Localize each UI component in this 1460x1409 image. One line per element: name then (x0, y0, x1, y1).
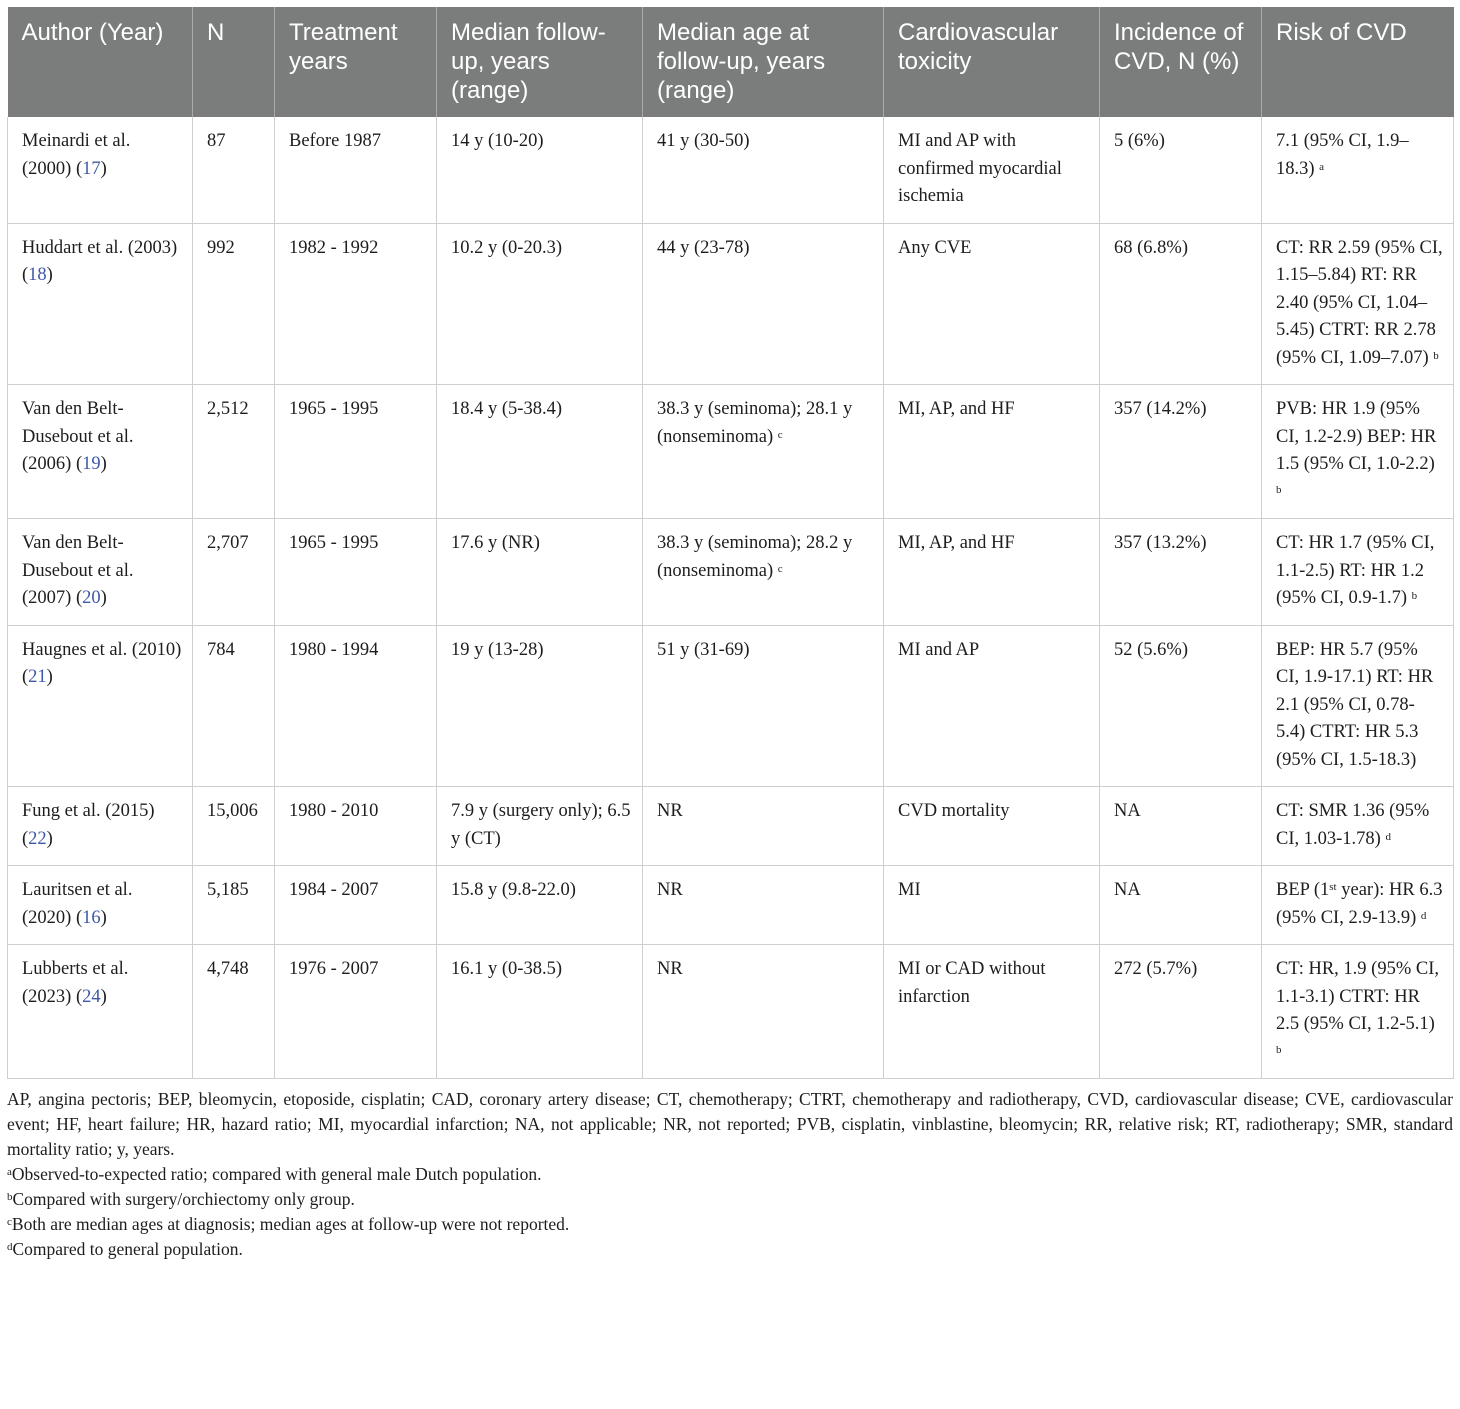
footnote-label: c (7, 1216, 12, 1228)
cell-author: Lauritsen et al. (2020) (16) (8, 866, 193, 945)
footnote-label: d (7, 1241, 13, 1253)
cell-author: Meinardi et al. (2000) (17) (8, 117, 193, 223)
table-figure (7, 7, 1453, 1262)
reference-link[interactable]: 19 (82, 454, 101, 474)
table-row (8, 519, 1454, 626)
cell-treatment-years: 1976 - 2007 (275, 945, 437, 1079)
cell-risk: BEP (1st year): HR 6.3 (95% CI, 2.9-13.9) $^d$ (1262, 866, 1454, 945)
cell-incidence: 357 (14.2%) (1100, 385, 1262, 519)
cell-n: 992 (193, 223, 275, 385)
reference-link[interactable]: 22 (28, 828, 47, 849)
cell-incidence: NA (1100, 787, 1262, 866)
cell-author: Van den Belt-Dusebout et al. (2006) (19) (8, 385, 193, 519)
cell-follow-up: 10.2 y (0-20.3) (437, 223, 643, 385)
table-notes (7, 1087, 1453, 1262)
cell-risk: 7.1 (95% CI, 1.9–18.3) $^a$ (1262, 117, 1454, 223)
footnote: $^b$Compared with surgery/orchiectomy only group. (7, 1189, 355, 1209)
footnote: $^d$Compared to general population. (7, 1239, 243, 1259)
table-row (8, 787, 1454, 866)
header-row (8, 7, 1454, 117)
footnote-marker: a (1319, 160, 1325, 173)
footnote-marker: b (1276, 1043, 1282, 1056)
cell-follow-up: 7.9 y (surgery only); 6.5 y (CT) (437, 787, 643, 866)
footnote-marker: b (1433, 349, 1439, 362)
cell-incidence: 272 (5.7%) (1100, 945, 1262, 1079)
cell-follow-up: 14 y (10-20) (437, 117, 643, 223)
header-median-age: Median age at follow-up, years (range) (643, 7, 884, 117)
cell-n: 5,185 (193, 866, 275, 945)
table-row (8, 223, 1454, 385)
header-n: N (193, 7, 275, 117)
table-row (8, 625, 1454, 787)
cell-incidence: NA (1100, 866, 1262, 945)
cell-author: Huddart et al. (2003) (18) (8, 223, 193, 385)
cell-age: 38.3 y (seminoma); 28.2 y (nonseminoma) $^c$ (643, 519, 884, 626)
cell-follow-up: 17.6 y (NR) (437, 519, 643, 626)
table-row (8, 385, 1454, 519)
cell-age: NR (643, 945, 884, 1079)
cell-toxicity: MI, AP, and HF (884, 385, 1100, 519)
cell-age: 41 y (30-50) (643, 117, 884, 223)
cell-follow-up: 19 y (13-28) (437, 625, 643, 787)
cell-n: 784 (193, 625, 275, 787)
cell-toxicity: MI (884, 866, 1100, 945)
cell-risk: CT: HR, 1.9 (95% CI, 1.1-3.1) CTRT: HR 2.5 (95% CI, 1.2-5.1) $^b$ (1262, 945, 1454, 1079)
cell-age: 44 y (23-78) (643, 223, 884, 385)
cell-author: Lubberts et al. (2023) (24) (8, 945, 193, 1079)
reference-link[interactable]: 24 (82, 986, 101, 1007)
footnote: $^c$Both are median ages at diagnosis; median ages at follow-up were not reported. (7, 1214, 570, 1234)
footnote-marker: c (777, 428, 783, 441)
cell-treatment-years: 1980 - 1994 (275, 625, 437, 787)
cell-incidence: 357 (13.2%) (1100, 519, 1262, 626)
table-row (8, 117, 1454, 223)
header-risk: Risk of CVD (1262, 7, 1454, 117)
header-incidence: Incidence of CVD, N (%) (1100, 7, 1262, 117)
cell-treatment-years: 1965 - 1995 (275, 519, 437, 626)
reference-link[interactable]: 21 (28, 667, 47, 687)
footnote-marker: d (1420, 909, 1427, 922)
cell-risk: CT: HR 1.7 (95% CI, 1.1-2.5) RT: HR 1.2 (95% CI, 0.9-1.7) $^b$ (1262, 519, 1454, 626)
cell-treatment-years: 1980 - 2010 (275, 787, 437, 866)
header-cardiovascular-toxicity: Cardiovascular toxicity (884, 7, 1100, 117)
cell-author: Fung et al. (2015) (22) (8, 787, 193, 866)
cell-age: 51 y (31-69) (643, 625, 884, 787)
cell-toxicity: MI, AP, and HF (884, 519, 1100, 626)
footnote-marker: b (1276, 483, 1282, 496)
cell-treatment-years: Before 1987 (275, 117, 437, 223)
cell-follow-up: 18.4 y (5-38.4) (437, 385, 643, 519)
cell-toxicity: Any CVE (884, 223, 1100, 385)
cell-author: Van den Belt-Dusebout et al. (2007) (20) (8, 519, 193, 626)
cell-risk: CT: RR 2.59 (95% CI, 1.15–5.84) RT: RR 2.40 (95% CI, 1.04–5.45) CTRT: RR 2.78 (95% CI, 1.09–7.07) $^b$ (1262, 223, 1454, 385)
cell-n: 2,512 (193, 385, 275, 519)
table-row (8, 866, 1454, 945)
footnote: $^a$Observed-to-expected ratio; compared with general male Dutch population. (7, 1164, 542, 1184)
cell-treatment-years: 1965 - 1995 (275, 385, 437, 519)
header-treatment-years: Treatment years (275, 7, 437, 117)
header-author: Author (Year) (8, 7, 193, 117)
reference-link[interactable]: 20 (82, 588, 101, 608)
cell-age: NR (643, 787, 884, 866)
cell-toxicity: MI or CAD without infarction (884, 945, 1100, 1079)
cell-incidence: 68 (6.8%) (1100, 223, 1262, 385)
cell-follow-up: 15.8 y (9.8-22.0) (437, 866, 643, 945)
abbreviations-note: AP, angina pectoris; BEP, bleomycin, etoposide, cisplatin; CAD, coronary artery disease; CT, chemotherapy; CTRT, chemotherapy and radiotherapy, CVD, cardiovascular disease; CVE, cardiovascular event; HF, heart failure; HR, hazard ratio; MI, myocardial infarction; NA, not applicable; NR, not reported; PVB, cisplatin, vinblastine, bleomycin; RR, relative risk; RT, radiotherapy; SMR, standard mortality ratio; y, years. (7, 1089, 1453, 1159)
cell-risk: CT: SMR 1.36 (95% CI, 1.03-1.78) $^d$ (1262, 787, 1454, 866)
cell-n: 15,006 (193, 787, 275, 866)
cell-n: 2,707 (193, 519, 275, 626)
cell-n: 87 (193, 117, 275, 223)
cell-risk: BEP: HR 5.7 (95% CI, 1.9-17.1) RT: HR 2.1 (95% CI, 0.78-5.4) CTRT: HR 5.3 (95% CI, 1.5-18.3) (1262, 625, 1454, 787)
footnote-marker: b (1411, 590, 1418, 602)
cell-incidence: 5 (6%) (1100, 117, 1262, 223)
cell-n: 4,748 (193, 945, 275, 1079)
cvd-studies-table (7, 7, 1454, 1079)
cell-age: 38.3 y (seminoma); 28.1 y (nonseminoma) $^c$ (643, 385, 884, 519)
footnote-marker: d (1385, 830, 1391, 843)
cell-treatment-years: 1982 - 1992 (275, 223, 437, 385)
cell-treatment-years: 1984 - 2007 (275, 866, 437, 945)
cell-toxicity: MI and AP (884, 625, 1100, 787)
ordinal-superscript: st (1329, 881, 1337, 893)
footnote-label: a (7, 1166, 12, 1178)
footnote-label: b (7, 1191, 13, 1203)
cell-toxicity: CVD mortality (884, 787, 1100, 866)
reference-link[interactable]: 16 (82, 907, 101, 928)
reference-link[interactable]: 18 (28, 265, 47, 285)
reference-link[interactable]: 17 (82, 158, 101, 179)
cell-author: Haugnes et al. (2010) (21) (8, 625, 193, 787)
table-row (8, 945, 1454, 1079)
cell-risk: PVB: HR 1.9 (95% CI, 1.2-2.9) BEP: HR 1.5 (95% CI, 1.0-2.2) $^b$ (1262, 385, 1454, 519)
header-median-follow-up: Median follow-up, years (range) (437, 7, 643, 117)
cell-follow-up: 16.1 y (0-38.5) (437, 945, 643, 1079)
cell-toxicity: MI and AP with confirmed myocardial ischemia (884, 117, 1100, 223)
cell-age: NR (643, 866, 884, 945)
cell-incidence: 52 (5.6%) (1100, 625, 1262, 787)
footnote-marker: c (777, 562, 783, 575)
